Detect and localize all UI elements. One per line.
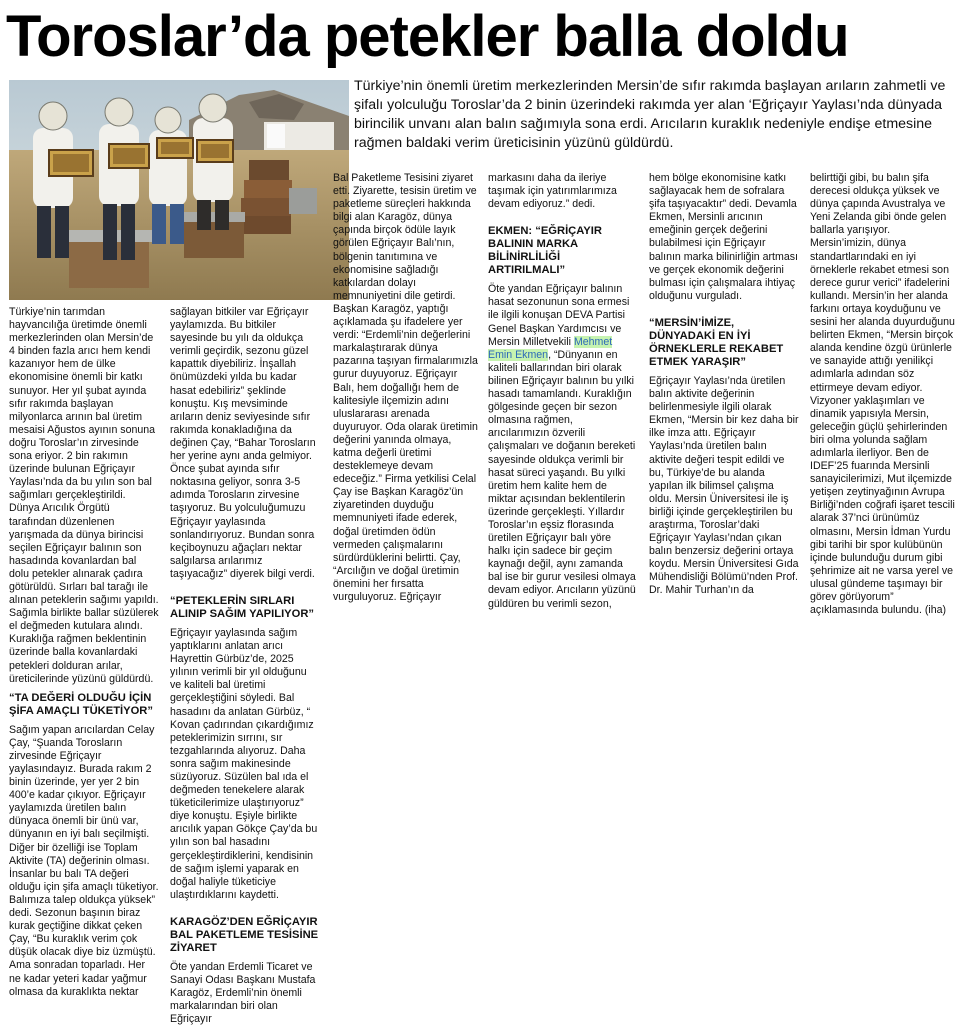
lead-paragraph: Türkiye’nin önemli üretim merkezlerinden Mersin’de sıfır rakımda başlayan arıların zahmetli ve şifalı yolculuğu Toroslar’da 2 binin üzerindeki rakımda yer alan ‘Eğriçayır Yaylası’nda dünyada birincilik unvanı alan balın sağımıyla sona erdi. Arıcıların kuraklık nedeniyle endişe etmesine rağmen baldaki verim üreticisinin yüzünü güldürdü.: [354, 78, 946, 151]
column-paragraph: sağlayan bitkiler var Eğriçayır yaylamızda. Bu bitkiler sayesinde bu yılı da oldukça verimli geçirdik, sezonu güzel kapattık diyebiliriz. İnşallah önümüzdeki yılda bu kadar hasat edebiliriz” şeklinde konuştu. Kış mevsiminde arıların deniz seviyesinde sıfır rakımda konakladığına da değinen Çay, “Bahar Torosların her yerine aynı anda gelmiyor. Önce şubat ayında sıfır noktasına geliyor, sonra 3-5 adımda Torosların zirvesine taşıyoruz. Bu yolculuğumuzu Eğriçayır yaylasında sonlandırıyoruz. Bundan sonra keçiboynuzu ağaçları nektar salgılarsa arılarımız taşıyacağız” diyerek bilgi verdi.: [170, 306, 316, 580]
column-paragraph: hem bölge ekonomisine katkı sağlayacak hem de sofralara şifa taşıyacaktır” dedi. Devamla Ekmen, Mersinli arıcının emeğinin gerçek değerini bulabilmesi için Eğriçayır balının marka bilinirliğin artması ve gerçek ekonomik değerini bulması için çalışmalara ihtiyaç olduğunu vurguladı.: [649, 172, 798, 302]
column-paragraph: belirttiği gibi, bu balın şifa derecesi oldukça yüksek ve dünya çapında Avustralya ve Yeni Zelanda gibi önde gelen ballarla yarışıyor. Mersin’imizin, dünya standartlarındaki en iyi örneklerle rekabet etmesi son derece gurur verici” ifadelerini kullandı. Mersin’in her alanda farkını ortaya koyduğunu ve sesini her alanda duyurduğunu belirten Ekmen, “Mersin birçok alanda kendine özgü ürünlerle ve sanayide attığı yenilikçi adımlarla adından söz ettirmeye devam ediyor. Vizyoner yaklaşımları ve dinamik yapısıyla Mersin, geleceğin güçlü şehirlerinden biri olma yolunda sağlam adımlarla ilerliyor. Ben de IDEF’25 fuarında Mersinli sanayicilerimizi, Mut ilçemizde yetişen zeytinyağının Avrupa Birliği’nden coğrafi işaret tescili alarak 37’nci ürünümüz olmasını, Mersin İdman Yurdu gibi tarihi bir spor kulübünün içinde bulunduğu durum gibi şehrimize ait ne varsa yerel ve ulusal gündeme taşımayı bir görev görüyorum” açıklamasında bulundu. (iha): [810, 172, 955, 617]
article-column-2: [170, 306, 320, 1026]
column-paragraph: Bal Paketleme Tesisini ziyaret etti. Ziyarette, tesisin üretim ve paketleme süreçleri hakkında bilgi alan Karagöz, dünya çapında birçok ödüle layık görülen Eğriçayır Balı’nın, bölgenin tanıtımına ve ekonomisine sağladığı katkılardan dolayı memnuniyetini dile getirdi. Başkan Karagöz, yaptığı açıklamada şu ifadelere yer verdi: “Erdemli’nin değerlerini markalaştırarak dünya pazarına taşıyan firmalarımızla gurur duyuyoruz. Eğriçayır Balı, hem doğallığı hem de kalitesiyle ilçemizin adını uluslararası arenada duyuruyor. Oda olarak üretimin değerini yanında olmaya, katma değerli üretimi desteklemeye devam edeceğiz.” Firma yetkilisi Celal Çay ise Başkan Karagöz’ün ziyaretinden duyduğu memnuniyeti ifade ederek, doğal üretimden ödün vermeden çalışmalarını sürdürdüklerini belirtti. Çay, “Arcılığın ve doğal üretimin önemini her fırsatta vurguluyoruz. Eğriçayır: [333, 172, 478, 603]
article-column-5: [649, 172, 799, 598]
article-column-6: [810, 172, 955, 617]
column-paragraph: [488, 283, 636, 610]
column-paragraph: markasını daha da ileriye taşımak için yatırımlarımıza devam ediyoruz.” dedi.: [488, 172, 617, 211]
paragraph-text: , “Dünyanın en kaliteli ballarından biri olarak bilinen Eğriçayır balının bu yılki hasadı tamamlandı. Kuraklığın gölgesinde geçen bir sezon olmasına rağmen, arıcılarımızın özverili çalışmaları ve doğanın bereketi sayesinde oldukça verimli bir hasat süreci yaşandı. Bu yılki üretim hem kalite hem de miktar açısından beklentilerin üzerinde gerçekleşti. Yıllardır Toroslar’ın eşsiz florasında üretilen Eğriçayır balı yöre halkı için sadece bir geçim kaynağı değil, aynı zamanda bal ise bir gurur vesilesi olmaya devam ediyor. Arıcıların yüzünü güldüren bu verimli sezon,: [488, 348, 636, 610]
column-paragraph: Eğriçayır yaylasında sağım yaptıklarını anlatan arıcı Hayrettin Gürbüz’de, 2025 yılının verimli bir yıl olduğunu ve kaliteli bal üretimi gerçekleştiğini söyledi. Bal hasadını da anlatan Gürbüz, “ Kovan çadırından çıkardığımız peteklerimizin sırrını, sır tezgahlarında alıyoruz. Daha sonra sağım makinesinde süzüyoruz. Süzülen bal ıda el değmeden tenekelere alarak tüketicilerimize ulaştırıyoruz” diye konuştu. Eşiyle birlikte arıcılık yapan Gökçe Çay’da bu yılın son bal hasadını gerçekleştirdiklerini, kendisinin de sağım işlemi yaparak en doğal haliyle tüketiciye ulaştırdıklarını kaydetti.: [170, 626, 318, 901]
article-column-4: [488, 172, 636, 611]
subheading: “MERSİN’İMİZE, DÜNYADAKİ EN İYİ ÖRNEKLERLE REKABET ETMEK YARAŞIR”: [649, 316, 784, 368]
article-column-3: [333, 172, 481, 604]
article-column-1: [9, 306, 159, 999]
paragraph-text: Öte yandan Eğriçayır balının hasat sezonunun sona ermesi ile ilgili konuşan DEVA Partisi Genel Başkan Yardımcısı ve Mersin Milletvekili: [488, 283, 630, 348]
column-paragraph: Öte yandan Erdemli Ticaret ve Sanayi Odası Başkanı Mustafa Karagöz, Erdemli’nin önemli markalarından biri olan Eğriçayır: [170, 960, 316, 1026]
column-paragraph: Türkiye’nin tarımdan hayvancılığa üretimde önemli merkezlerinden olan Mersin’de 4 binden fazla arıcı hem kendi kazanıyor hem de ülke ekonomisine önemli bir katkı sunuyor. Her yıl şubat ayında sıfır rakımda başlayan milyonlarca arının bal üretim mesaisi Ağustos ayının sonuna doğru Toroslar’ın zirvesinde sona eriyor. 2 bin rakımın üzerinde bulunan Eğriçayır Yaylası’nda da bu yılın son bal sağımları gerçekleştirildi. Dünya Arıcılık Örgütü tarafından düzenlenen yarışmada da dünya birincisi seçilen Eğriçayır balının son hasadında kovanlardan bal dolu petekler alınarak çadıra götürüldü. Sırları bal tarağı ile alınan peteklerin sağımı yapıldı. Sağımla birlikte ballar süzülerek el değmeden kutulara alındı. Kuraklığa rağmen beklentinin üzerinde balla kovanlardaki petekleri dolduran arılar, üreticilerinde yüzünü güldürdü.: [9, 306, 159, 685]
beekeepers-photo: [9, 80, 349, 300]
column-paragraph: Eğriçayır Yaylası’nda üretilen balın aktivite değerinin belirlenmesiyle ilgili olarak Ekmen, “Mersin bir kez daha bir ilke imza attı. Eğriçayır Yaylası’nda üretilen balın aktivite değeri tespit edildi ve bu, Türkiye’de bu alanda yapılan ilk bilimsel çalışma oldu. Mersin Üniversitesi ile iş birliği içinde gerçekleştirilen bu araştırma, Toroslar’daki Eğriçayır Yaylası’ndan çıkan balın benzersiz değerini ortaya koydu. Mersin Üniversitesi Gıda Mühendisliği Bölümü’nden Prof. Dr. Mahir Turhan’ın da: [649, 374, 799, 597]
headline: Toroslar’da petekler balla doldu: [6, 4, 849, 69]
subheading: KARAGÖZ’DEN EĞRİÇAYIR BAL PAKETLEME TESİSİNE ZİYARET: [170, 915, 319, 954]
highlighted-name: Mehmet Emin Ekmen: [488, 335, 613, 361]
column-paragraph: Sağım yapan arıcılardan Celay Çay, “Şuanda Torosların zirvesinde Eğriçayır yaylasındayız. Burada rakım 2 binin üzerinde, yer yer 2 bin 400’e kadar çıkıyor. Eğriçayır yaylamızda üretilen balın dünyaca önemli bir ünü var, dünyanın en iyi balı seçilmişti. Diğer bir özelliği ise Toplam Aktivite (TA) değerinin olması. İnsanlar bu balı TA değeri olduğu için şifa amaçlı tüketiyor. Balımıza talep oldukça yüksek” dedi. Sezonun başının biraz kurak geçtiğine dikkat çeken Çay, “Bu kuraklık verim çok düşük olacak diye biz üzmüştü. Ama sonradan toparladı. Her ne kadar yeteri kadar yağmur olmasa da kuraklıkta nektar: [9, 723, 159, 998]
subheading: “TA DEĞERİ OLDUĞU İÇİN ŞİFA AMAÇLI TÜKETİYOR”: [9, 691, 153, 717]
subheading: “PETEKLERİN SIRLARI ALINIP SAĞIM YAPILIYOR”: [170, 594, 315, 620]
subheading: EKMEN: “EĞRİÇAYIR BALININ MARKA BİLİNİRLİLİĞİ ARTIRILMALI”: [488, 225, 602, 277]
